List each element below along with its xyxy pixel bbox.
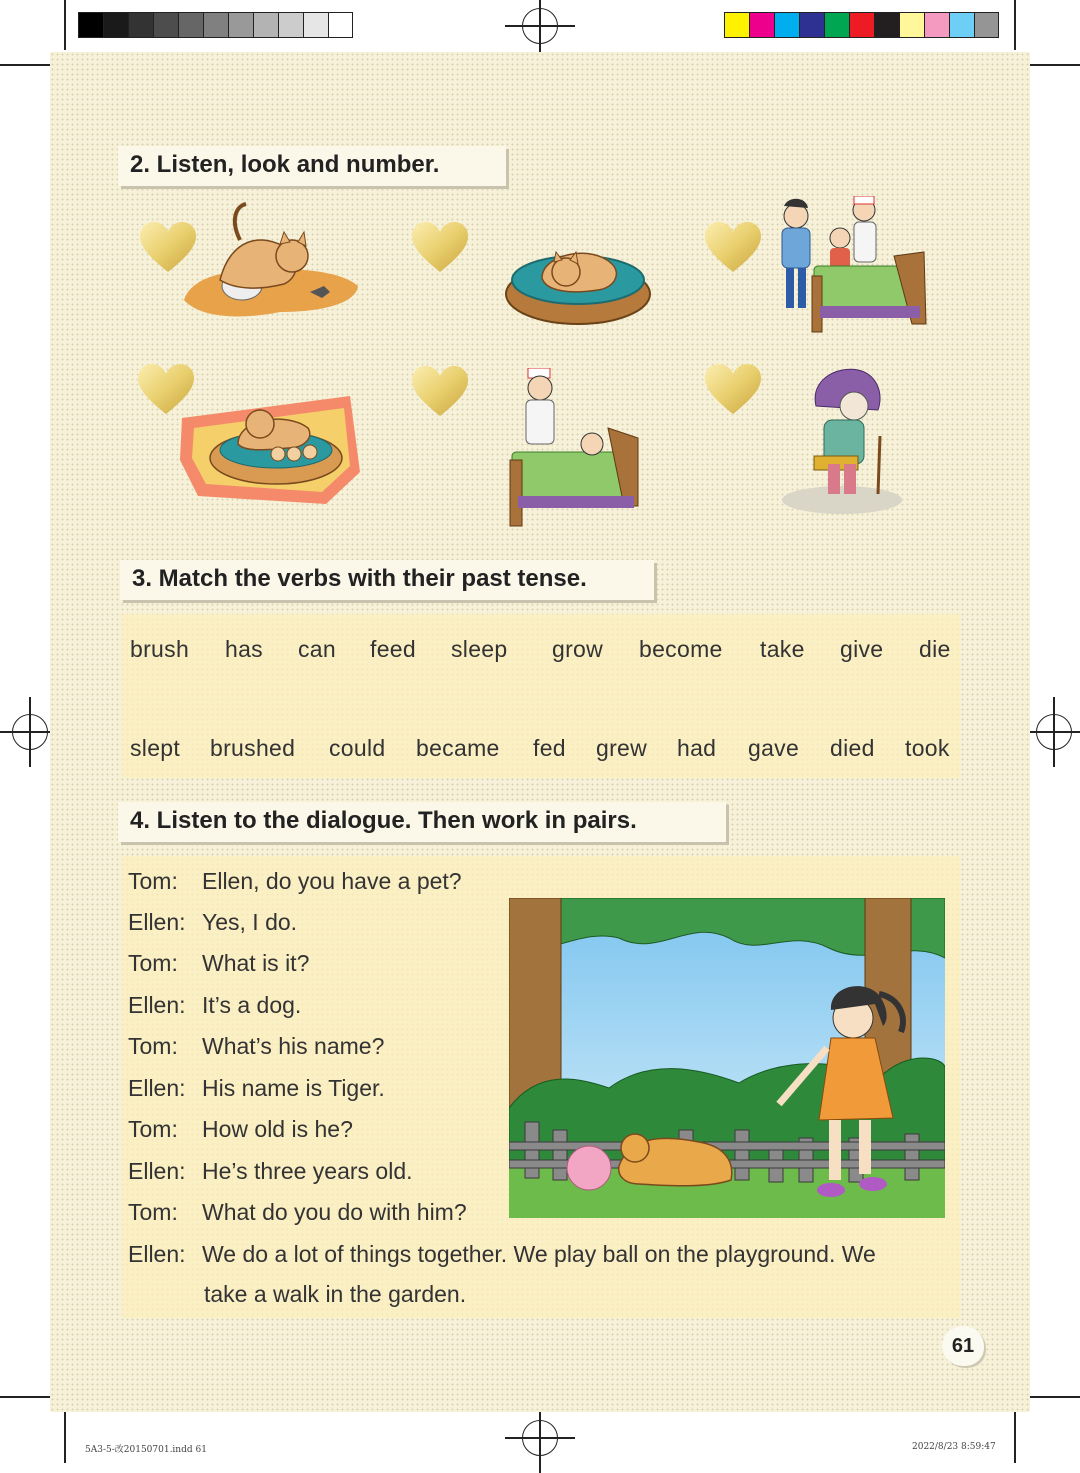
crop-mark: [1030, 1396, 1080, 1398]
section-4-heading: 4. Listen to the dialogue. Then work in pairs.: [118, 802, 726, 842]
dialogue-text: His name is Tiger.: [202, 1075, 385, 1101]
crop-mark: [1014, 1412, 1016, 1463]
speaker-name: Ellen:: [128, 909, 186, 935]
dialogue-continuation: take a walk in the garden.: [204, 1281, 467, 1307]
dialogue-line: [128, 866, 462, 896]
file-slug: 5A3-5-改20150701.indd 61: [85, 1445, 207, 1455]
cat-catching-mouse-illustration: [180, 200, 362, 326]
dialogue-text: We do a lot of things together. We play ball on the playground. We: [202, 1241, 876, 1267]
past-tense-word[interactable]: could: [329, 735, 386, 761]
doctor-checking-sick-child-illustration: [508, 368, 642, 528]
registration-mark-left: [12, 714, 48, 750]
dialogue-line: [128, 1156, 413, 1186]
section-3-heading: 3. Match the verbs with their past tense.: [120, 560, 654, 600]
verb-word[interactable]: sleep: [451, 636, 508, 662]
dialogue-text: It’s a dog.: [202, 992, 302, 1018]
past-tense-word[interactable]: fed: [533, 735, 566, 761]
speaker-name: Tom:: [128, 1116, 178, 1142]
family-visiting-sick-pet-illustration: [774, 196, 932, 338]
heart-icon[interactable]: [410, 220, 470, 274]
verb-word[interactable]: has: [225, 636, 263, 662]
verb-word[interactable]: brush: [130, 636, 190, 662]
crop-mark: [1014, 0, 1016, 50]
dialogue-text: Ellen, do you have a pet?: [202, 868, 462, 894]
dialogue-line: [128, 1073, 385, 1103]
verb-word[interactable]: feed: [370, 636, 416, 662]
gray-color-bar: [78, 12, 353, 38]
dialogue-line: [128, 1031, 384, 1061]
crop-mark: [64, 0, 66, 50]
heart-icon[interactable]: [410, 364, 470, 418]
section-2-heading: 2. Listen, look and number.: [118, 146, 506, 186]
registration-mark-bottom: [522, 1420, 558, 1456]
verb-word[interactable]: give: [840, 636, 884, 662]
speaker-name: Ellen:: [128, 1158, 186, 1184]
dialogue-text: What do you do with him?: [202, 1199, 467, 1225]
speaker-name: Ellen:: [128, 1075, 186, 1101]
dialogue-text: What is it?: [202, 950, 310, 976]
past-tense-word[interactable]: died: [830, 735, 875, 761]
cat-with-kittens-illustration: [178, 388, 362, 506]
past-tense-word[interactable]: became: [416, 735, 500, 761]
speaker-name: Tom:: [128, 1033, 178, 1059]
dialogue-line: [128, 1197, 467, 1227]
past-tense-word[interactable]: grew: [596, 735, 648, 761]
speaker-name: Tom:: [128, 950, 178, 976]
crop-mark: [1030, 64, 1080, 66]
old-cat-with-cane-illustration: [780, 366, 906, 518]
registration-mark-right: [1036, 714, 1072, 750]
speaker-name: Ellen:: [128, 992, 186, 1018]
heart-icon[interactable]: [703, 220, 763, 274]
dialogue-text: What’s his name?: [202, 1033, 385, 1059]
speaker-name: Tom:: [128, 1199, 178, 1225]
dialogue-line: [128, 1239, 876, 1269]
dialogue-text: Yes, I do.: [202, 909, 298, 935]
verb-word[interactable]: take: [760, 636, 805, 662]
past-tense-word[interactable]: took: [905, 735, 950, 761]
cat-sleeping-basket-illustration: [502, 234, 654, 328]
dialogue-text: How old is he?: [202, 1116, 353, 1142]
verb-word[interactable]: die: [919, 636, 951, 662]
girl-walking-dog-illustration: [509, 898, 945, 1218]
page-number: 61: [942, 1326, 984, 1366]
dialogue-text: He’s three years old.: [202, 1158, 413, 1184]
crop-mark: [0, 64, 50, 66]
dialogue-line: [128, 948, 309, 978]
process-color-bar: [724, 12, 999, 38]
past-tense-word[interactable]: slept: [130, 735, 181, 761]
registration-mark-top: [522, 8, 558, 44]
verb-word[interactable]: can: [298, 636, 336, 662]
verb-word[interactable]: grow: [552, 636, 604, 662]
dialogue-line: [128, 907, 297, 937]
date-slug: 2022/8/23 8:59:47: [912, 1442, 996, 1452]
dialogue-line: [128, 1114, 353, 1144]
past-tense-word[interactable]: gave: [748, 735, 800, 761]
crop-mark: [0, 1396, 50, 1398]
speaker-name: Ellen:: [128, 1241, 186, 1267]
verb-word[interactable]: become: [639, 636, 723, 662]
speaker-name: Tom:: [128, 868, 178, 894]
heart-icon[interactable]: [703, 362, 763, 416]
crop-mark: [64, 1412, 66, 1463]
dialogue-line: [128, 990, 301, 1020]
past-tense-word[interactable]: brushed: [210, 735, 296, 761]
past-tense-word[interactable]: had: [677, 735, 717, 761]
